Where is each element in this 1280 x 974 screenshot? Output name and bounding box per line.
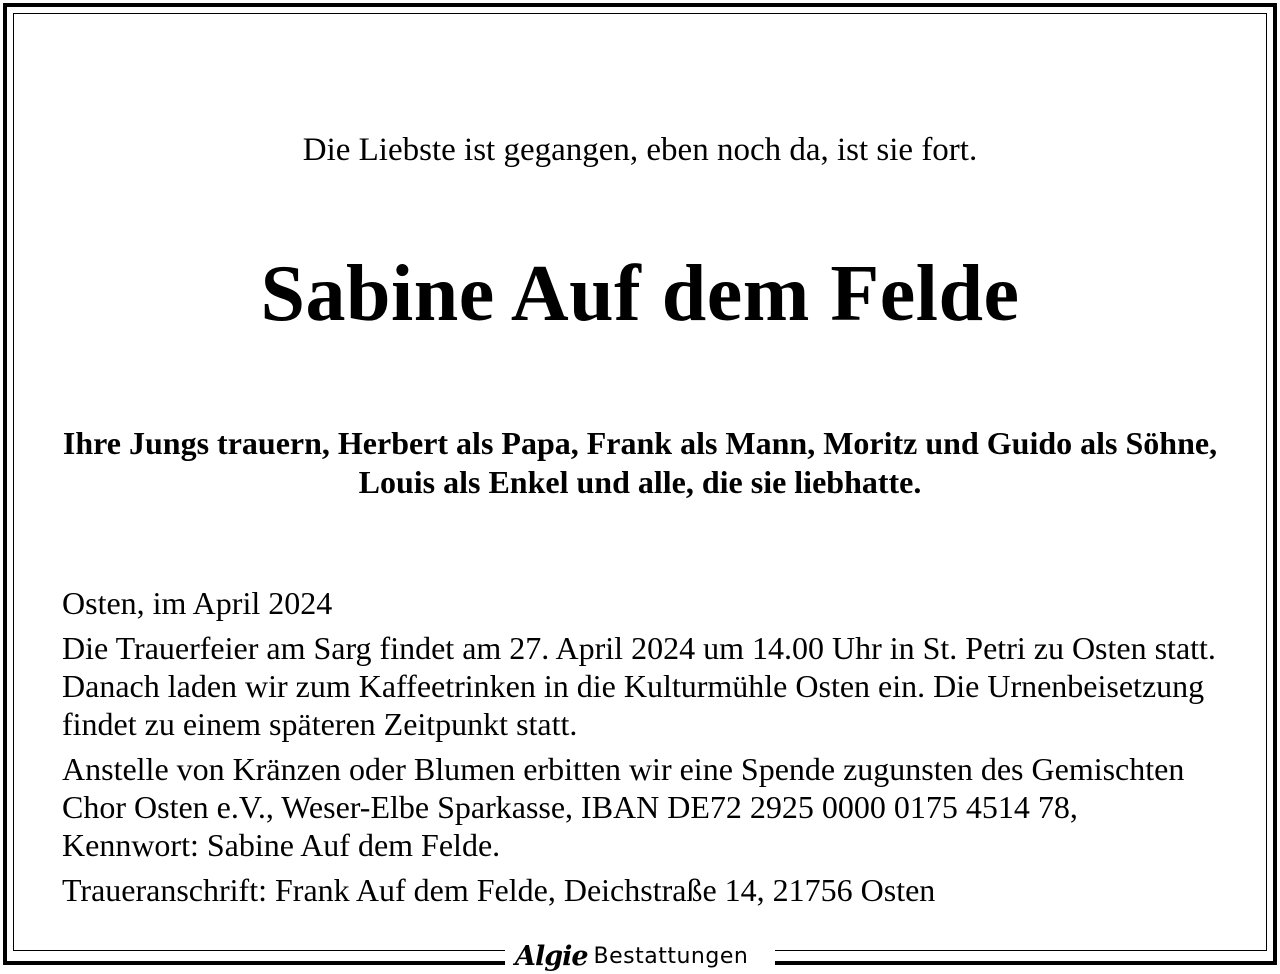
mourning-address: Traueranschrift: Frank Auf dem Felde, Deichstraße 14, 21756 Osten [62, 872, 936, 908]
brand-word: Bestattungen [593, 943, 749, 969]
notice-details [62, 584, 1218, 916]
place-date: Osten, im April 2024 [62, 585, 333, 621]
motto: Die Liebste ist gegangen, eben noch da, ist sie fort. [302, 132, 978, 168]
donation-text: Anstelle von Kränzen oder Blumen erbitten wir eine Spende zugunsten des Gemischten Chor Osten e.V., Weser-Elbe Sparkasse, IBAN DE72 2925 0000 0175 4514 78, Kennwort: Sabine Auf dem Felde. [62, 751, 1185, 863]
deceased-name: Sabine Auf dem Felde [260, 250, 1020, 338]
funeral-home-logo [515, 940, 748, 972]
ceremony-text: Die Trauerfeier am Sarg findet am 27. April 2024 um 14.00 Uhr in St. Petri zu Osten statt. Danach laden wir zum Kaffeetrinken in die Kulturmühle Osten ein. Die Urnenbeisetzung findet zu einem späteren Zeitpunkt statt. [62, 630, 1216, 742]
brand-mark: Algie [515, 940, 588, 972]
mourners-text: Ihre Jungs trauern, Herbert als Papa, Frank als Mann, Moritz und Guido als Söhne, Louis als Enkel und alle, die sie liebhatte. [62, 425, 1218, 500]
